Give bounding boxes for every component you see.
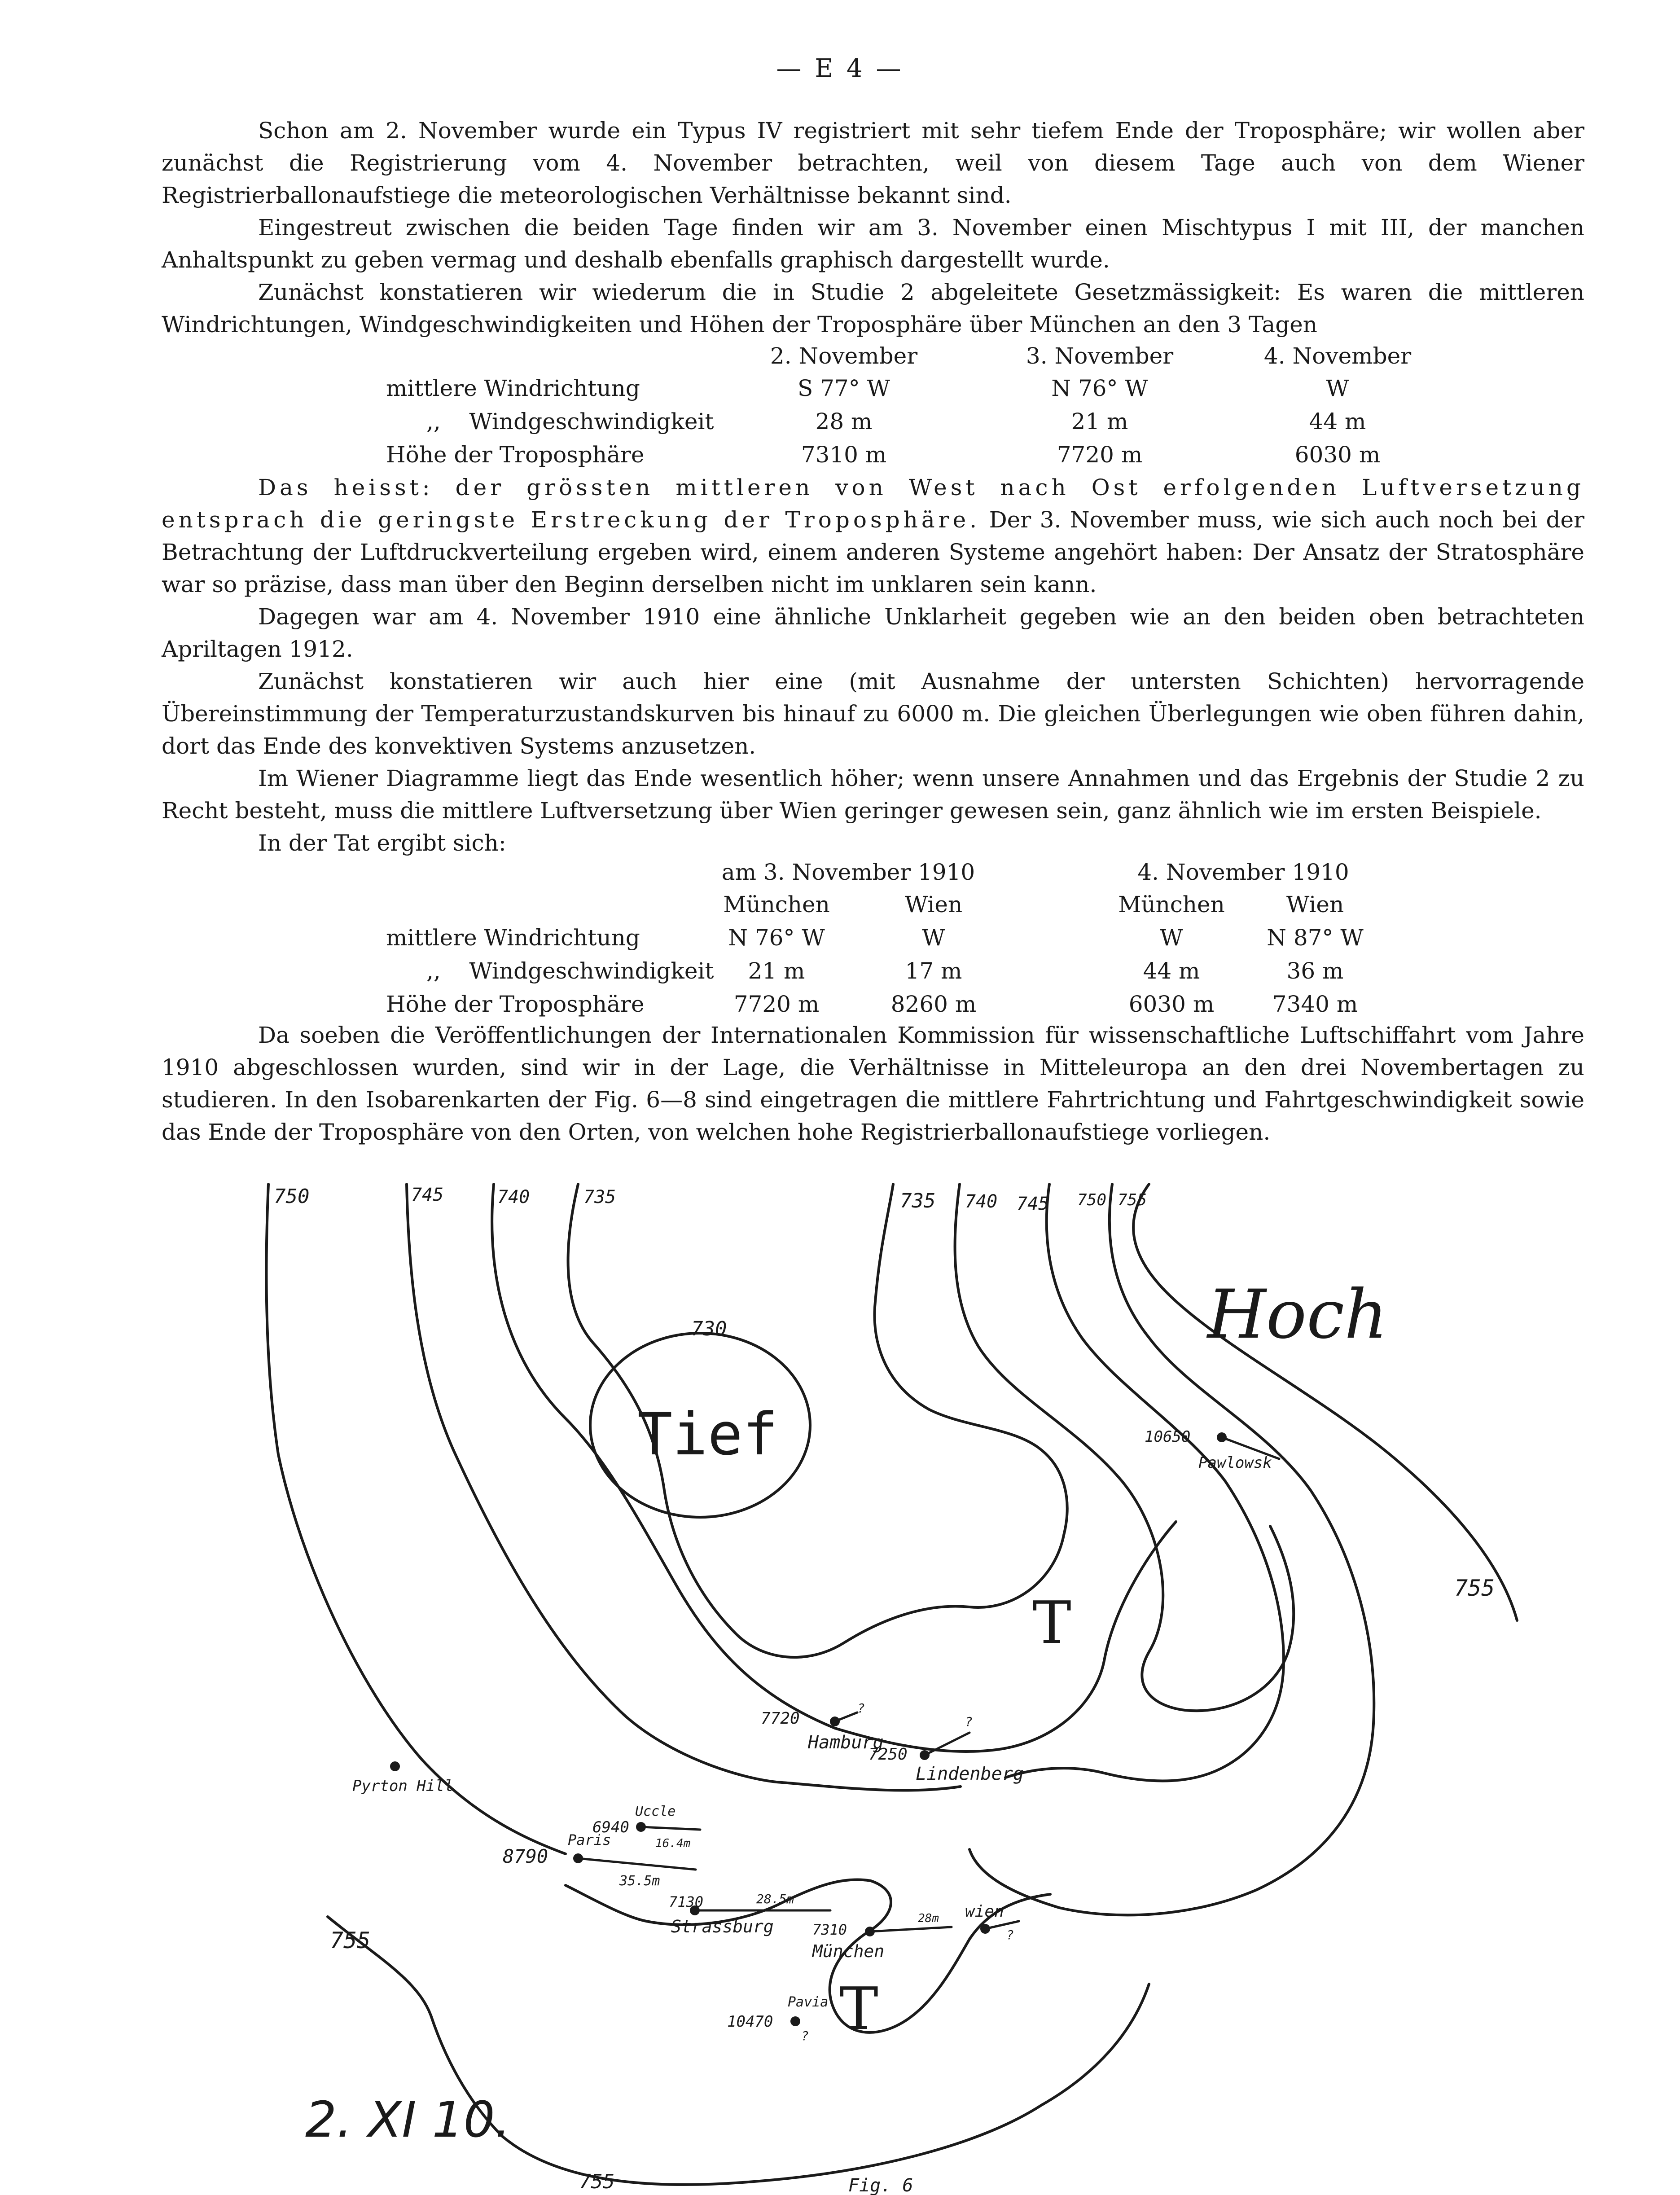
table1-row-label: mittlere Windrichtung <box>386 375 640 401</box>
station-unknown-wien: ? <box>1006 1927 1014 1942</box>
table1-cell: 28 m <box>815 408 873 435</box>
label-t-south: T <box>839 1975 878 2043</box>
station-name-pavia: Pavia <box>788 1994 829 2010</box>
label-hoch: Hoch <box>1207 1276 1388 1354</box>
isobar-label-755-bottom: 755 <box>579 2170 615 2193</box>
table1-cell: N 76° W <box>1051 375 1148 401</box>
station-name-hamburg: Hamburg <box>808 1732 884 1753</box>
station-speed-uccle: 16.4m <box>655 1837 691 1850</box>
station-name-strassburg: Strassburg <box>671 1917 774 1936</box>
station-speed-strassburg: 28.5m <box>756 1892 794 1906</box>
table2-cell: 7340 m <box>1272 991 1358 1017</box>
page-header: — E 4 — <box>776 54 904 83</box>
table2-cell: 17 m <box>905 958 962 984</box>
isobar-740-left <box>492 1184 1176 1752</box>
station-speed-paris: 35.5m <box>619 1873 660 1889</box>
table-munich-three-days <box>0 339 1680 474</box>
table2-subheader: Wien <box>904 891 963 918</box>
station-height-hamburg: 7720 <box>761 1709 800 1728</box>
station-unknown-hamburg: ? <box>857 1701 865 1716</box>
station-unknown-lindenberg: ? <box>965 1714 973 1729</box>
table2-row-label: mittlere Windrichtung <box>386 925 640 951</box>
isobar-740-right <box>955 1184 1294 1711</box>
paragraph-9: Da soeben die Veröffentlichungen der Internationalen Kommission für wissenschaftliche Luftschiffahrt vom Jahre 1910 abgeschlossen wurden, sind wir in der Lage, die Verhältnisse in Mitteleuropa an den drei Novembertagen zu studieren. In den Isobarenkarten der Fig. 6—8 sind eingetragen die mittlere Fahrtrichtung und Fahrtgeschwindigkeit sowie das Ende der Troposphäre von den Orten, von welchen hohe Registrierballonaufstiege vorliegen. <box>162 1022 1584 1145</box>
label-t-north: T <box>1032 1589 1071 1657</box>
wind-arrow-hamburg <box>835 1712 857 1721</box>
isobar-label: 755 <box>1118 1191 1147 1209</box>
isobar-label: 745 <box>1017 1194 1049 1214</box>
label-tief: Tief <box>637 1400 778 1468</box>
isobar-map-figure <box>251 1176 1607 2195</box>
wind-arrow-paris <box>578 1858 696 1870</box>
isobar-750-left <box>266 1184 566 1854</box>
station-height-pavia: 10470 <box>727 2013 773 2031</box>
table1-row-label: ,, Windgeschwindigkeit <box>426 408 714 435</box>
station-unknown-pavia: ? <box>801 2028 809 2043</box>
table2-subheader: München <box>723 891 830 918</box>
table2-cell: 21 m <box>748 958 805 984</box>
station-dot-pyrton <box>390 1761 400 1771</box>
table2-subheader: Wien <box>1286 891 1344 918</box>
paragraph-7: Im Wiener Diagramme liegt das Ende wesentlich höher; wenn unsere Annahmen und das Ergebnis der Studie 2 zu Recht besteht, muss die mittlere Luftversetzung über Wien geringer gewesen sein, ganz ähnlich wie im ersten Beispiele. <box>162 765 1584 824</box>
table2-cell: N 76° W <box>728 925 825 951</box>
isobar-755-right <box>1133 1184 1517 1620</box>
paragraph-3: Zunächst konstatieren wir wiederum die in Studie 2 abgeleitete Gesetzmässigkeit: Es waren die mittleren Windrichtungen, Windgeschwindigkeiten und Höhen der Troposphäre über München an den 3 Tagen <box>162 279 1584 338</box>
station-height-pawlowsk: 10650 <box>1145 1428 1191 1446</box>
station-height-muenchen: 7310 <box>812 1921 847 1938</box>
isobar-label: 750 <box>274 1185 310 1208</box>
table2-group-4nov: 4. November 1910 <box>1137 859 1349 885</box>
table1-cell: 7310 m <box>801 442 887 468</box>
table2-group-3nov: am 3. November 1910 <box>721 859 975 885</box>
table1-header-4nov: 4. November <box>1263 343 1412 369</box>
isobar-label: 750 <box>1077 1191 1107 1209</box>
station-name-pawlowsk: Pawlowsk <box>1198 1454 1272 1472</box>
table2-row-label: ,, Windgeschwindigkeit <box>426 958 714 984</box>
paragraph-1: Schon am 2. November wurde ein Typus IV registriert mit sehr tiefem Ende der Troposphäre; wir wollen aber zunächst die Registrierung vom 4. November betrachten, weil von diesem Tage auch von dem Wiener Registrierballonaufstiege die meteorologischen Verhältnisse bekannt sind. <box>162 118 1584 208</box>
paragraph-8: In der Tat ergibt sich: <box>258 830 506 856</box>
table2-cell: 6030 m <box>1128 991 1215 1017</box>
wind-arrow-muenchen <box>870 1927 952 1932</box>
table2-cell: 7720 m <box>733 991 820 1017</box>
table2-cell: W <box>1160 925 1183 951</box>
text-block-c <box>162 1019 1584 1148</box>
table1-cell: 21 m <box>1071 408 1128 435</box>
isobar-label: 735 <box>583 1187 616 1207</box>
table1-header-2nov: 2. November <box>770 343 918 369</box>
station-name-pyrton: Pyrton Hill <box>352 1777 454 1795</box>
station-name-paris: Paris <box>568 1831 611 1848</box>
station-name-lindenberg: Lindenberg <box>916 1764 1024 1784</box>
table2-subheader: München <box>1118 891 1225 918</box>
station-dot-pavia <box>790 2016 800 2026</box>
table2-row-label: Höhe der Troposphäre <box>386 991 645 1017</box>
figure-caption: Fig. 6 <box>848 2175 913 2195</box>
isobar-label: 735 <box>900 1190 936 1212</box>
table2-cell: 44 m <box>1143 958 1200 984</box>
paragraph-5: Dagegen war am 4. November 1910 eine ähnliche Unklarheit gegeben wie an den beiden oben betrachteten Apriltagen 1912. <box>162 604 1584 662</box>
station-height-strassburg: 7130 <box>669 1893 704 1910</box>
table-munich-vienna <box>0 855 1680 1026</box>
paragraph-4 <box>162 471 1584 601</box>
table2-cell: W <box>922 925 945 951</box>
isobar-label: 740 <box>497 1187 530 1207</box>
text-block-a <box>162 114 1584 341</box>
isobar-label: 745 <box>411 1185 444 1205</box>
table1-cell: 7720 m <box>1057 442 1143 468</box>
table1-cell: W <box>1326 375 1349 401</box>
spaced-emphasis: Das heisst: der grössten mittleren von West nach Ost erfolgenden Luftversetzung entsprach die geringste Erstreckung der Troposphäre. <box>162 474 1584 533</box>
station-name-wien: wien <box>965 1902 1004 1921</box>
wind-arrow-uccle <box>641 1827 700 1830</box>
isobar-745-right <box>1005 1184 1284 1781</box>
table2-cell: 8260 m <box>890 991 977 1017</box>
table1-cell: 6030 m <box>1294 442 1381 468</box>
isobar-label-755-right: 755 <box>1454 1575 1495 1601</box>
station-height-uccle: 6940 <box>592 1818 629 1836</box>
station-name-uccle: Uccle <box>635 1804 676 1819</box>
table2-cell: 36 m <box>1286 958 1344 984</box>
figure-date: 2. XI 10. <box>305 2091 511 2148</box>
station-speed-muenchen: 28m <box>918 1912 939 1925</box>
table1-cell: S 77° W <box>797 375 890 401</box>
paragraph-6: Zunächst konstatieren wir auch hier eine (mit Ausnahme der untersten Schichten) hervorragende Übereinstimmung der Temperaturzustandskurven bis hinauf zu 6000 m. Die gleichen Überlegungen wie oben führen dahin, dort das Ende des konvektiven Systems anzusetzen. <box>162 668 1584 759</box>
station-height-paris: 8790 <box>503 1845 548 1867</box>
table1-header-3nov: 3. November <box>1026 343 1174 369</box>
text-block-b <box>162 471 1584 859</box>
table1-cell: 44 m <box>1309 408 1366 435</box>
table2-cell: N 87° W <box>1267 925 1364 951</box>
table1-row-label: Höhe der Troposphäre <box>386 442 645 468</box>
paragraph-2: Eingestreut zwischen die beiden Tage finden wir am 3. November einen Mischtypus I mit III, der manchen Anhaltspunkt zu geben vermag und deshalb ebenfalls graphisch dargestellt wurde. <box>162 215 1584 273</box>
isobar-label: 740 <box>965 1191 998 1212</box>
station-name-muenchen: München <box>812 1941 885 1961</box>
isobar-label-730: 730 <box>691 1317 727 1340</box>
paragraph-4-rest: Der 3. November muss, wie sich auch noch bei der Betrachtung der Luftdruckverteilung ergeben wird, einem anderen Systeme angehört haben: Der Ansatz der Stratosphäre war so präzise, dass man über den Beginn derselben nicht im unklaren sein kann. <box>162 507 1584 597</box>
isobar-label-755-left: 755 <box>330 1927 371 1954</box>
station-height-lindenberg: 7250 <box>869 1745 908 1764</box>
